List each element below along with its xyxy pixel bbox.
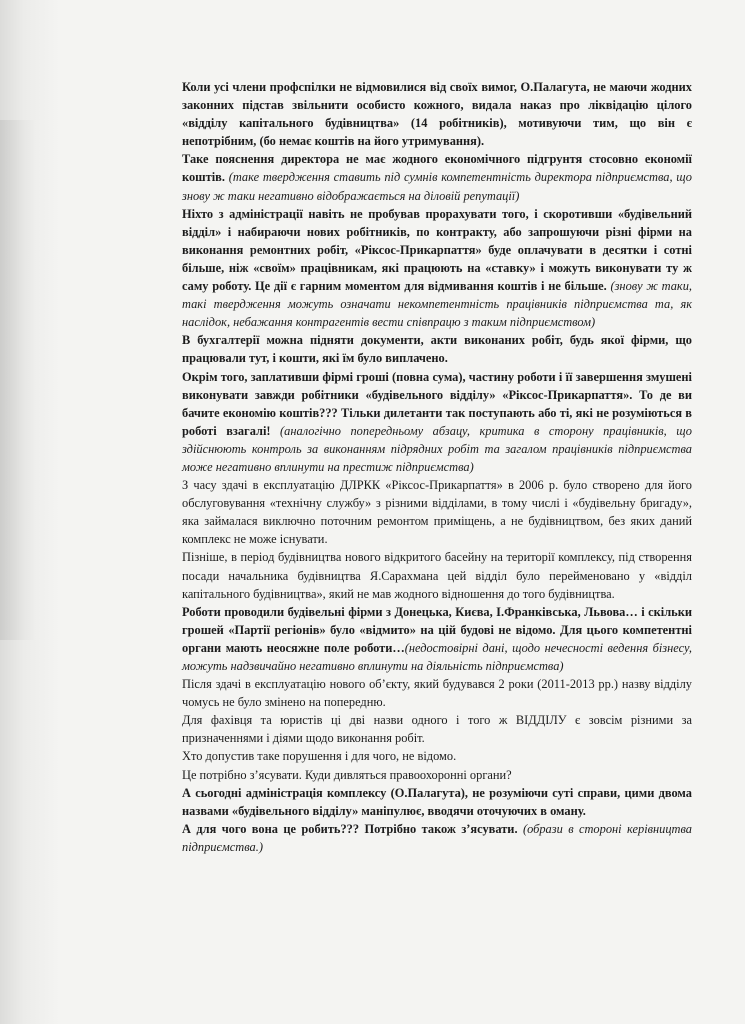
paragraph-6	[182, 476, 692, 548]
paragraph-comment: (таке твердження ставить під сумнів компетентність директора підприємства, що знову ж таки негативно відображається на діловій репутації)	[182, 170, 692, 203]
paragraph-14	[182, 820, 692, 856]
paragraph-text: А сьогодні адміністрація комплексу (О.Палагута), не розуміючи суті справи, цими двома назвами «будівельного відділу» маніпулює, вводячи оточуючих в оману.	[182, 785, 692, 818]
paragraph-comment: (знову ж таки, такі твердження можуть означати некомпетентність працівників підприємства та, як наслідок, небажання контрагентів вести співпрацю з таким підприємством)	[182, 279, 692, 330]
paragraph-10	[182, 711, 692, 747]
paragraph-text: А для чого вона це робить??? Потрібно також з’ясувати.	[182, 821, 518, 836]
paragraph-12	[182, 766, 692, 784]
paragraph-text: Для фахівця та юристів ці дві назви одного і того ж ВІДДІЛУ є зовсім різними за призначеннями і діями щодо виконання робіт.	[182, 713, 692, 746]
paragraph-text: Пізніше, в період будівництва нового відкритого басейну на території комплексу, під створення посади начальника будівництва Я.Сарахмана цей відділ було перейменовано у «відділ капітального будівництва», який не мав жодного відношення до того будівництва.	[182, 550, 692, 601]
fold-shadow	[0, 120, 36, 640]
paragraph-text: Таке пояснення директора не має жодного економічного підгрунтя стосовно економії коштів.	[182, 152, 692, 185]
paragraph-5	[182, 368, 692, 477]
paragraph-text: В бухгалтерії можна підняти документи, акти виконаних робіт, будь якої фірми, що працювали тут, і кошти, які їм було виплачено.	[182, 333, 692, 366]
paragraph-text: Це потрібно з’ясувати. Куди дивляться правоохоронні органи?	[182, 767, 512, 782]
paragraph-text: Окрім того, заплативши фірмі гроші (повна сума), частину роботи і її завершення змушені виконувати завжди робітники «будівельного відділу» «Ріксос-Прикарпаття». То де ви бачите економію коштів??? Тільки дилетанти так поступають або ті, які не розуміються в роботі взагалі!	[182, 369, 692, 438]
paragraph-3	[182, 205, 692, 332]
paragraph-comment: (образи в стороні керівництва підприємства.)	[182, 821, 692, 854]
paragraph-text: Ніхто з адміністрації навіть не пробував прорахувати того, і скоротивши «будівельний відділ» і набираючи нових робітників, по контракту, або запрошуючи різні фірми на виконання ремонтних робіт, «Ріксос-Прикарпаття» буде оплачувати в десятки і сотні більше, ніж «своїм» працівникам, які працюють на «ставку» і можуть виконувати ту ж саму роботу. Це дії є гарним моментом для відмивання коштів і не більше.	[182, 206, 692, 294]
document-body	[182, 78, 692, 856]
paragraph-4	[182, 331, 692, 367]
paragraph-text: Хто допустив таке порушення і для чого, не відомо.	[182, 749, 457, 764]
paragraph-text: Роботи проводили будівельні фірми з Донецька, Києва, І.Франківська, Львова… і скільки грошей «Партії регіонів» було «відмито» на цій будові не відомо. Для цього компетентні органи мають неосяжне поле роботи…	[182, 604, 692, 655]
paragraph-1	[182, 78, 692, 150]
paragraph-text: Після здачі в експлуатацію нового об’єкту, який будувався 2 роки (2011-2013 рр.) назву відділу чомусь не було змінено на попередню.	[182, 677, 692, 710]
paragraph-text: З часу здачі в експлуатацію ДЛРКК «Ріксос-Прикарпаття» в 2006 р. було створено для його обслуговування «технічну службу» з різними відділами, в тому числі і «будівельну бригаду», яка займалася виключно поточним ремонтом приміщень, а не будівництвом, без яких даний комплекс не може існувати.	[182, 478, 692, 547]
paragraph-8	[182, 603, 692, 675]
paragraph-11	[182, 747, 692, 765]
paragraph-comment: (недостовірні дані, щодо нечесності ведення бізнесу, можуть надзвичайно негативно вплинути на діяльність підприємства)	[182, 640, 692, 673]
paragraph-13	[182, 784, 692, 820]
paragraph-comment: (аналогічно попередньому абзацу, критика в сторону працівників, що здійснюють контроль за виконанням підрядних робіт та загалом працівників підприємства може негативно вплинути на престиж підприємства)	[182, 423, 692, 474]
paragraph-7	[182, 548, 692, 602]
paragraph-2	[182, 150, 692, 204]
paragraph-text: Коли усі члени профспілки не відмовилися від своїх вимог, О.Палагута, не маючи жодних законних підстав звільнити особисто кожного, видала наказ про ліквідацію цілого «відділу капітального будівництва» (14 робітників), мотивуючи тим, що він є непотрібним, (бо немає коштів на його утримування).	[182, 80, 692, 149]
paragraph-9	[182, 675, 692, 711]
